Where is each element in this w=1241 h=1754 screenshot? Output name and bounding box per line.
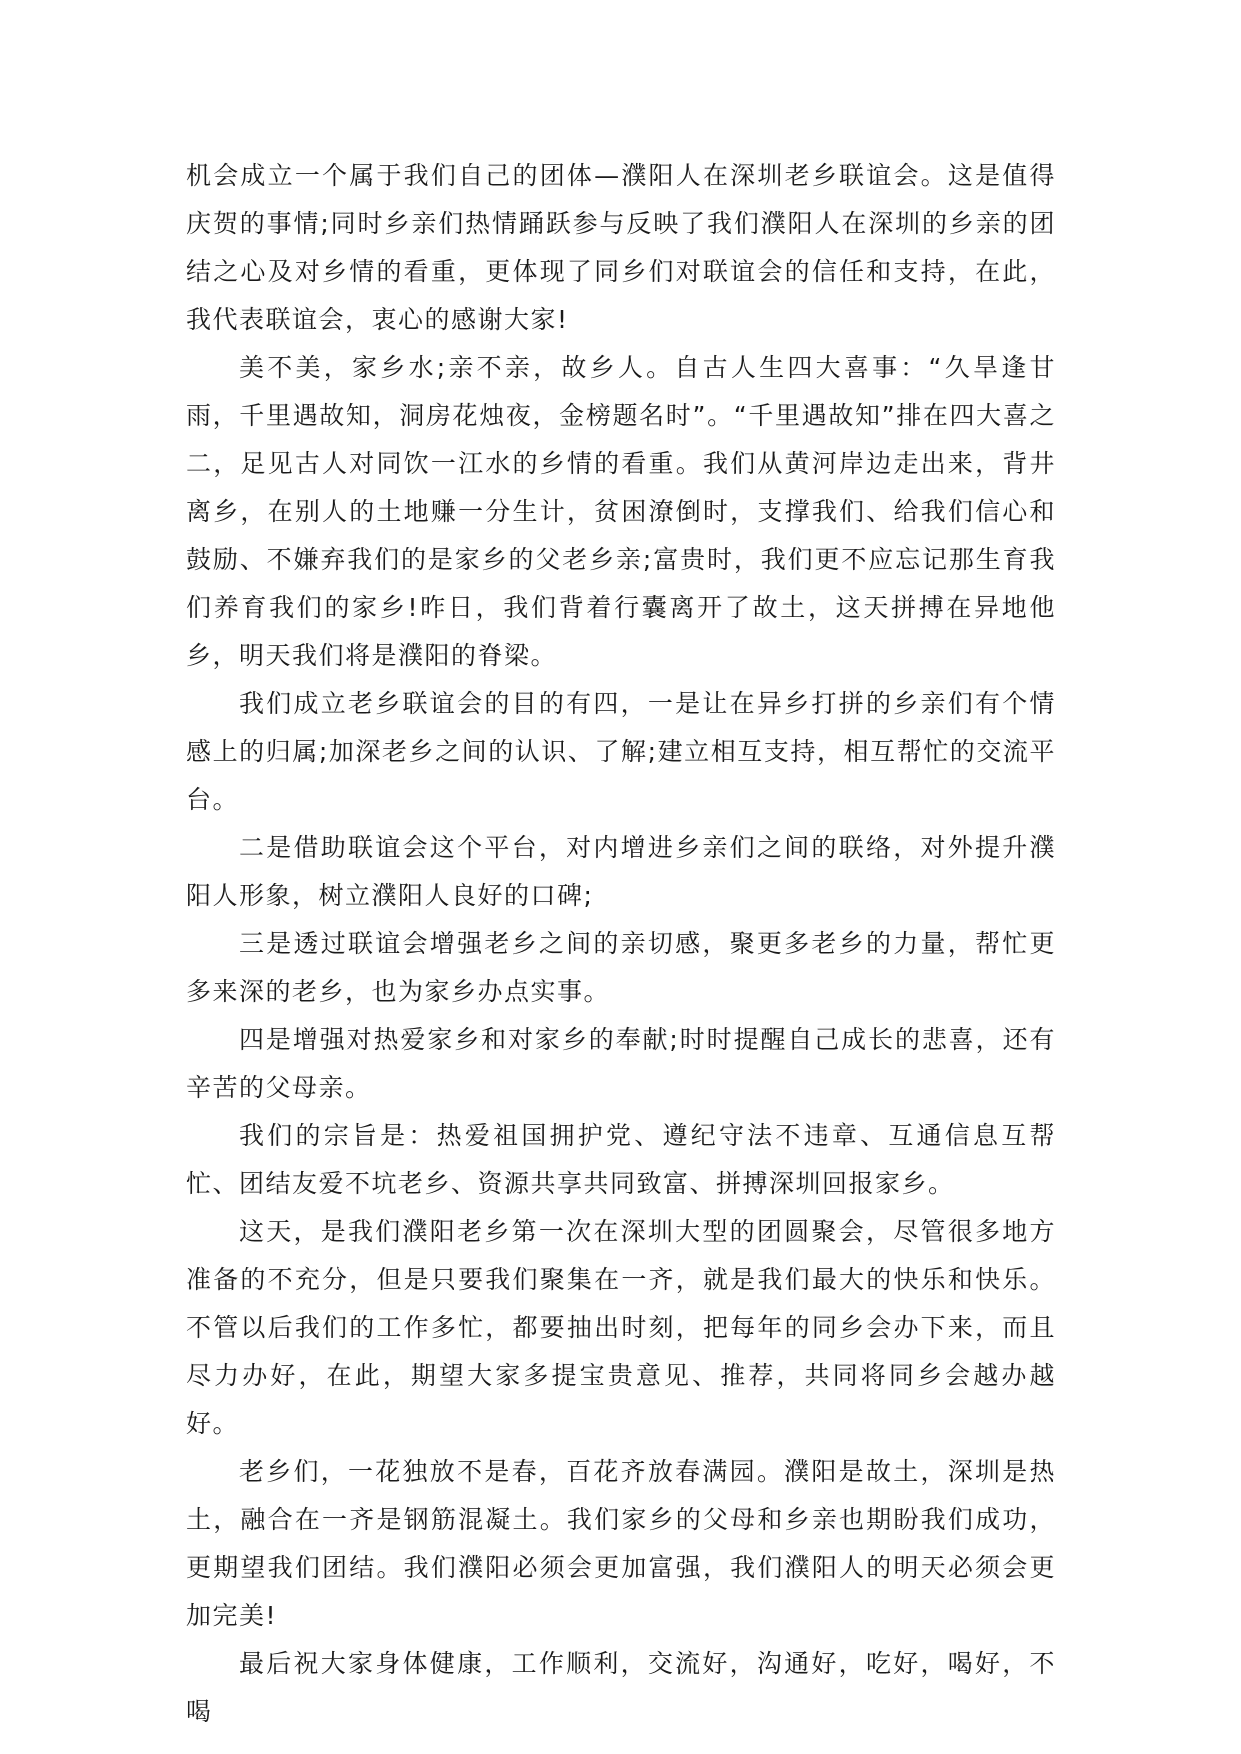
paragraph-1: 机会成立一个属于我们自己的团体—濮阳人在深圳老乡联谊会。这是值得庆贺的事情;同时乡亲们热情踊跃参与反映了我们濮阳人在深圳的乡亲的团结之心及对乡情的看重，更体现了同乡们对联谊会的信任和支持，在此，我代表联谊会，衷心的感谢大家! (186, 161, 1056, 334)
paragraph-5: 三是透过联谊会增强老乡之间的亲切感，聚更多老乡的力量，帮忙更多来深的老乡，也为家乡办点实事。 (186, 929, 1056, 1006)
paragraph-10: 最后祝大家身体健康，工作顺利，交流好，沟通好，吃好，喝好，不喝 (186, 1649, 1056, 1726)
paragraph-8: 这天，是我们濮阳老乡第一次在深圳大型的团圆聚会，尽管很多地方准备的不充分，但是只要我们聚集在一齐，就是我们最大的快乐和快乐。不管以后我们的工作多忙，都要抽出时刻，把每年的同乡会办下来，而且尽力办好，在此，期望大家多提宝贵意见、推荐，共同将同乡会越办越好。 (186, 1217, 1056, 1438)
paragraph-9: 老乡们，一花独放不是春，百花齐放春满园。濮阳是故土，深圳是热土，融合在一齐是钢筋混凝土。我们家乡的父母和乡亲也期盼我们成功，更期望我们团结。我们濮阳必须会更加富强，我们濮阳人的明天必须会更加完美! (186, 1457, 1056, 1630)
paragraph-2: 美不美，家乡水;亲不亲，故乡人。自古人生四大喜事：“久旱逢甘雨，千里遇故知，洞房花烛夜，金榜题名时”。“千里遇故知”排在四大喜之二，足见古人对同饮一江水的乡情的看重。我们从黄河岸边走出来，背井离乡，在别人的土地赚一分生计，贫困潦倒时，支撑我们、给我们信心和鼓励、不嫌弃我们的是家乡的父老乡亲;富贵时，我们更不应忘记那生育我们养育我们的家乡!昨日，我们背着行囊离开了故土，这天拼搏在异地他乡，明天我们将是濮阳的脊梁。 (186, 353, 1056, 670)
paragraph-7: 我们的宗旨是：热爱祖国拥护党、遵纪守法不违章、互通信息互帮忙、团结友爱不坑老乡、资源共享共同致富、拼搏深圳回报家乡。 (186, 1121, 1056, 1198)
paragraph-6: 四是增强对热爱家乡和对家乡的奉献;时时提醒自己成长的悲喜，还有辛苦的父母亲。 (186, 1025, 1056, 1102)
paragraph-3: 我们成立老乡联谊会的目的有四，一是让在异乡打拼的乡亲们有个情感上的归属;加深老乡之间的认识、了解;建立相互支持，相互帮忙的交流平台。 (186, 689, 1056, 814)
document-body (186, 152, 1056, 1736)
paragraph-4: 二是借助联谊会这个平台，对内增进乡亲们之间的联络，对外提升濮阳人形象，树立濮阳人良好的口碑; (186, 833, 1056, 910)
